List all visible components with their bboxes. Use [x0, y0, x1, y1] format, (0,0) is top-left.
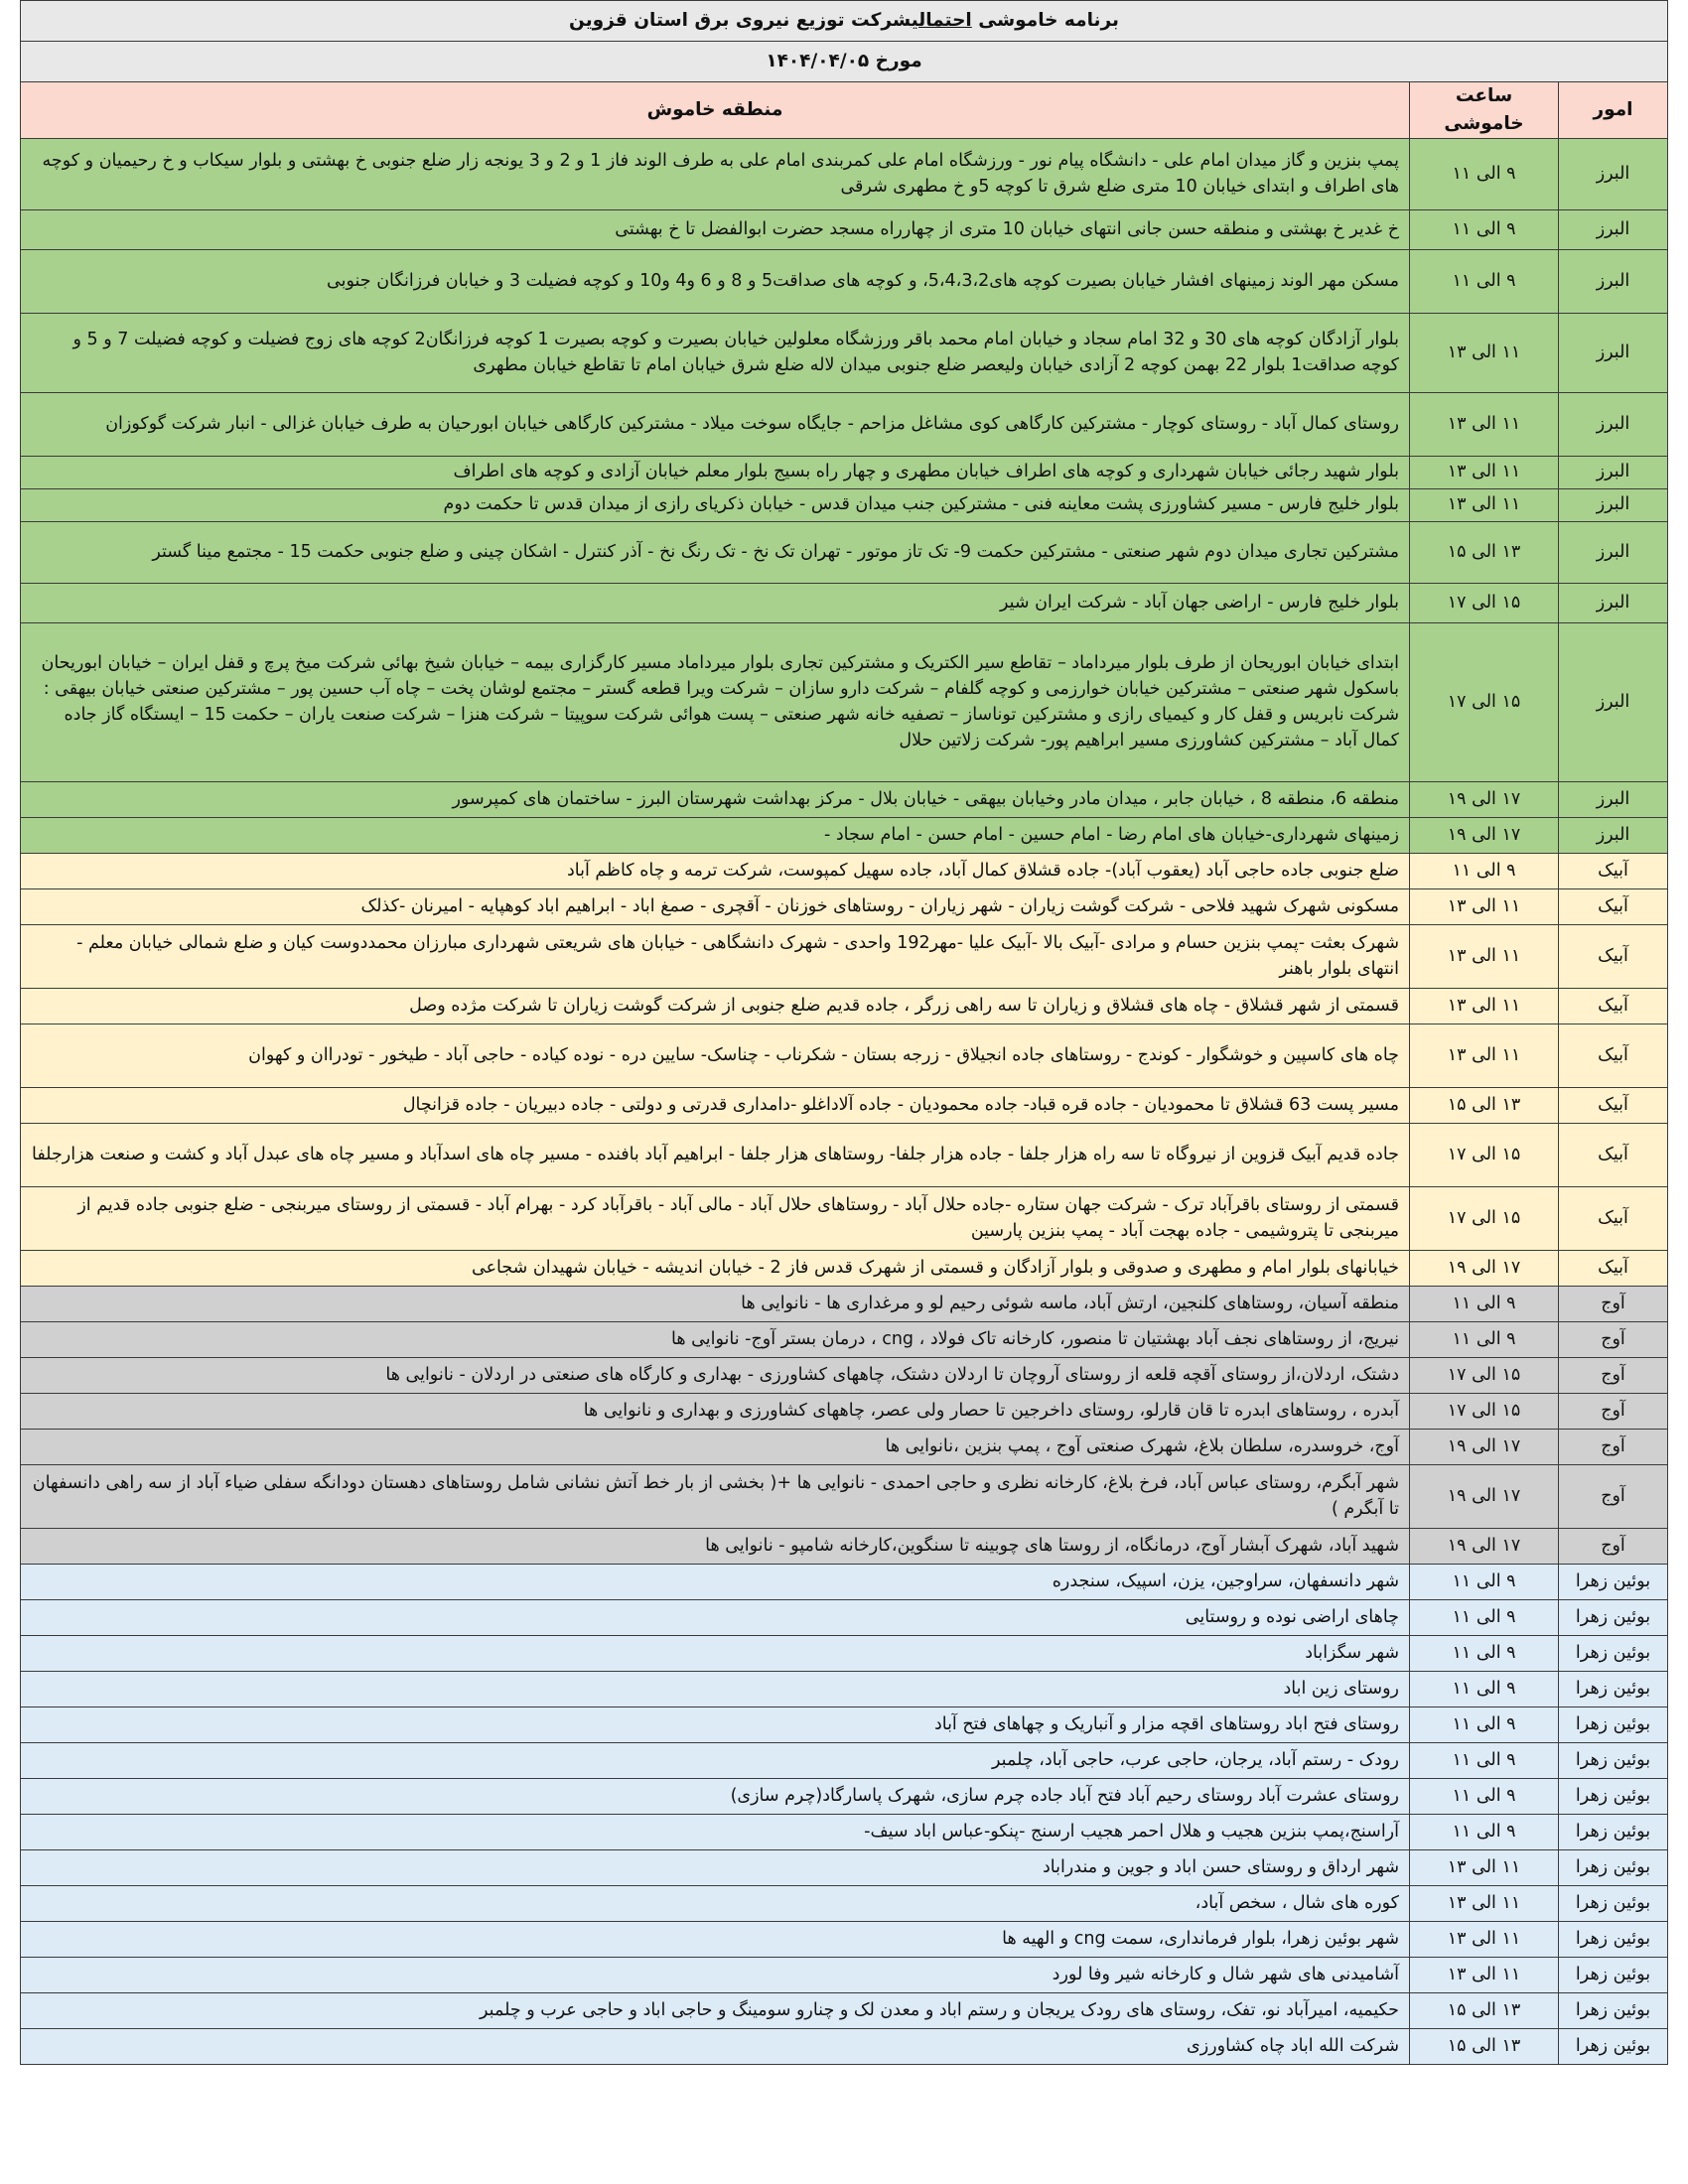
table-row: [21, 1742, 1668, 1778]
outage-area-cell: جاده قدیم آبیک قزوین از نیروگاه تا سه راه هزار جلفا - جاده هزار جلفا- روستاهای هزار جلفا - ابراهیم آباد بافنده - مسیر چاه های اسدآباد و مسیر چاه های عبدل آباد و کشت و صنعت هزارجلفا: [21, 1123, 1410, 1186]
region-cell: آوج: [1559, 1393, 1668, 1429]
outage-time-cell: ۱۱ الی ۱۳: [1410, 1885, 1559, 1921]
table-row: [21, 392, 1668, 456]
outage-time-cell: ۹ الی ۱۱: [1410, 249, 1559, 313]
outage-time-cell: ۱۱ الی ۱۳: [1410, 1024, 1559, 1087]
region-cell: البرز: [1559, 392, 1668, 456]
table-row: [21, 1087, 1668, 1123]
outage-time-cell: ۱۵ الی ۱۷: [1410, 1186, 1559, 1250]
table-row: [21, 313, 1668, 392]
outage-area-cell: مسکونی شهرک شهید فلاحی - شرکت گوشت زیاران - شهر زیاران - روستاهای خوزنان - آقچری - صمغ اباد - ابراهیم اباد کوهپایه - امیرنان -کذلک: [21, 888, 1410, 924]
outage-area-cell: شرکت الله اباد چاه کشاورزی: [21, 2028, 1410, 2064]
outage-area-cell: ضلع جنوبی جاده حاجی آباد (یعقوب آباد)- جاده قشلاق کمال آباد، جاده سهیل کمپوست، شرکت ترمه و چاه کاظم آباد: [21, 853, 1410, 888]
outage-time-cell: ۹ الی ۱۱: [1410, 209, 1559, 249]
outage-time-cell: ۱۱ الی ۱۳: [1410, 1957, 1559, 1992]
region-cell: بوئین زهرا: [1559, 1992, 1668, 2028]
region-cell: آوج: [1559, 1286, 1668, 1321]
table-row: [21, 1464, 1668, 1528]
outage-time-cell: ۹ الی ۱۱: [1410, 1706, 1559, 1742]
table-row: [21, 1814, 1668, 1849]
outage-area-cell: کوره های شال ، سخص آباد،: [21, 1885, 1410, 1921]
region-cell: آوج: [1559, 1357, 1668, 1393]
table-row: [21, 209, 1668, 249]
table-row: [21, 456, 1668, 488]
region-cell: بوئین زهرا: [1559, 1957, 1668, 1992]
table-row: [21, 1250, 1668, 1286]
region-cell: بوئین زهرا: [1559, 1635, 1668, 1671]
outage-time-cell: ۱۷ الی ۱۹: [1410, 781, 1559, 817]
region-cell: آبیک: [1559, 1250, 1668, 1286]
outage-area-cell: بلوار آزادگان کوچه های 30 و 32 امام سجاد و خیابان امام محمد باقر ورزشگاه معلولین خیابان بصیرت و کوچه بصیرت 1 کوچه فرزانگان2 کوچه های زوج فضیلت و کوچه فضیلت 7 و 5 و کوچه صداقت1 بلوار 22 بهمن کوچه 2 آزادی خیابان ولیعصر ضلع جنوبی میدان لاله ضلع شرق خیابان امام تا تقاطع خیابان مطهری: [21, 313, 1410, 392]
region-cell: بوئین زهرا: [1559, 1778, 1668, 1814]
outage-time-cell: ۱۷ الی ۱۹: [1410, 1464, 1559, 1528]
outage-area-cell: خیابانهای بلوار امام و مطهری و صدوقی و بلوار آزادگان و قسمتی از شهرک قدس فاز 2 - خیابان اندیشه - خیابان شهیدان شجاعی: [21, 1250, 1410, 1286]
outage-time-cell: ۱۱ الی ۱۳: [1410, 392, 1559, 456]
outage-area-cell: رودک - رستم آباد، یرجان، حاجی عرب، حاجی آباد، چلمبر: [21, 1742, 1410, 1778]
table-row: [21, 1671, 1668, 1706]
outage-time-cell: ۱۱ الی ۱۳: [1410, 456, 1559, 488]
region-cell: بوئین زهرا: [1559, 1599, 1668, 1635]
region-cell: بوئین زهرا: [1559, 1921, 1668, 1957]
outage-time-cell: ۱۱ الی ۱۳: [1410, 488, 1559, 521]
outage-area-cell: روستای فتح اباد روستاهای اقچه مزار و آنباریک و چهاهای فتح آباد: [21, 1706, 1410, 1742]
table-row: [21, 583, 1668, 622]
table-row: [21, 1564, 1668, 1599]
table-row: [21, 1123, 1668, 1186]
outage-time-cell: ۹ الی ۱۱: [1410, 1778, 1559, 1814]
outage-area-cell: دشتک، اردلان،از روستای آقچه قلعه از روستای آروچان تا اردلان دشتک، چاههای کشاورزی - بهداری و کارگاه های صنعتی در اردلان - نانوایی ها: [21, 1357, 1410, 1393]
table-row: [21, 1286, 1668, 1321]
outage-area-cell: مشترکین تجاری میدان دوم شهر صنعتی - مشترکین حکمت 9- تک تاز موتور - تهران تک نخ - تک رنگ نخ - آذر کنترل - اشکان چینی و ضلع جنوبی حکمت 15 - مجتمع مینا گستر: [21, 521, 1410, 583]
table-row: [21, 817, 1668, 853]
outage-area-cell: آوج، خروسدره، سلطان بلاغ، شهرک صنعتی آوج ، پمپ بنزین ،نانوایی ها: [21, 1429, 1410, 1464]
table-row: [21, 1635, 1668, 1671]
table-row: [21, 1393, 1668, 1429]
header-time: ساعت خاموشی: [1410, 82, 1559, 139]
region-cell: بوئین زهرا: [1559, 2028, 1668, 2064]
outage-area-cell: چاه های کاسپین و خوشگوار - کوندج - روستاهای جاده انجیلاق - زرجه بستان - شکرناب - چناسک- سایین دره - نوده کیاده - حاجی آباد - طیخور - تودراان و کهوان: [21, 1024, 1410, 1087]
table-row: [21, 1957, 1668, 1992]
table-row: [21, 888, 1668, 924]
table-row: [21, 249, 1668, 313]
page-title: [21, 1, 1668, 42]
outage-time-cell: ۱۱ الی ۱۳: [1410, 313, 1559, 392]
outage-time-cell: ۱۵ الی ۱۷: [1410, 1393, 1559, 1429]
outage-time-cell: ۱۱ الی ۱۳: [1410, 924, 1559, 988]
region-cell: بوئین زهرا: [1559, 1671, 1668, 1706]
table-row: [21, 1321, 1668, 1357]
outage-area-cell: مسکن مهر الوند زمینهای افشار خیابان بصیرت کوچه های5،4،3،2، و کوچه های صداقت5 و 8 و 6 و4 و10 و کوچه فضیلت 3 و خیابان فرزانگان جنوبی: [21, 249, 1410, 313]
outage-area-cell: روستای کمال آباد - روستای کوچار - مشترکین کارگاهی کوی مشاغل مزاحم - جایگاه سوخت میلاد - مشترکین کارگاهی خیابان ابورحیان به طرف خیابان غزالی - انبار شرکت گوکوزان: [21, 392, 1410, 456]
date-value: ۱۴۰۴/۰۴/۰۵: [766, 51, 870, 72]
outage-area-cell: بلوار شهید رجائی خیابان شهرداری و کوچه های اطراف خیابان مطهری و چهار راه بسیج بلوار معلم خیابان آزادی و کوچه های اطراف: [21, 456, 1410, 488]
region-cell: آبیک: [1559, 1024, 1668, 1087]
region-cell: آبیک: [1559, 988, 1668, 1024]
date-row: [21, 42, 1668, 82]
region-cell: البرز: [1559, 781, 1668, 817]
outage-area-cell: منطقه آسیان، روستاهای کلنجین، ارتش آباد، ماسه شوئی رحیم لو و مرغداری ها - نانوایی ها: [21, 1286, 1410, 1321]
outage-time-cell: ۱۳ الی ۱۵: [1410, 1992, 1559, 2028]
outage-area-cell: خ غدیر خ بهشتی و منطقه حسن جانی انتهای خیابان 10 متری از چهارراه مسجد حضرت ابوالفضل تا خ بهشتی: [21, 209, 1410, 249]
region-cell: آوج: [1559, 1429, 1668, 1464]
outage-time-cell: ۹ الی ۱۱: [1410, 1635, 1559, 1671]
outage-time-cell: ۹ الی ۱۱: [1410, 1742, 1559, 1778]
region-cell: البرز: [1559, 138, 1668, 209]
outage-area-cell: شهر بوئین زهرا، بلوار فرمانداری، سمت cng و الهیه ها: [21, 1921, 1410, 1957]
outage-time-cell: ۹ الی ۱۱: [1410, 853, 1559, 888]
table-row: [21, 781, 1668, 817]
outage-time-cell: ۱۳ الی ۱۵: [1410, 1087, 1559, 1123]
outage-schedule-page: [20, 0, 1668, 2065]
region-cell: آبیک: [1559, 1123, 1668, 1186]
outage-time-cell: ۹ الی ۱۱: [1410, 1671, 1559, 1706]
outage-area-cell: شهید آباد، شهرک آبشار آوج، درمانگاه، از روستا های چوبینه تا سنگوین،کارخانه شامپو - نانوایی ها: [21, 1528, 1410, 1564]
region-cell: بوئین زهرا: [1559, 1742, 1668, 1778]
outage-time-cell: ۱۷ الی ۱۹: [1410, 1528, 1559, 1564]
outage-time-cell: ۹ الی ۱۱: [1410, 1599, 1559, 1635]
table-row: [21, 1921, 1668, 1957]
outage-area-cell: آشامیدنی های شهر شال و کارخانه شیر وفا لورد: [21, 1957, 1410, 1992]
outage-time-cell: ۱۷ الی ۱۹: [1410, 1429, 1559, 1464]
outage-time-cell: ۹ الی ۱۱: [1410, 1321, 1559, 1357]
region-cell: البرز: [1559, 249, 1668, 313]
table-row: [21, 853, 1668, 888]
outage-time-cell: ۱۵ الی ۱۷: [1410, 583, 1559, 622]
table-row: [21, 1885, 1668, 1921]
outage-time-cell: ۱۷ الی ۱۹: [1410, 817, 1559, 853]
table-row: [21, 1706, 1668, 1742]
table-row: [21, 1024, 1668, 1087]
title-prefix: برنامه خاموشی: [978, 10, 1119, 32]
region-cell: بوئین زهرا: [1559, 1849, 1668, 1885]
region-cell: بوئین زهرا: [1559, 1706, 1668, 1742]
table-row: [21, 1186, 1668, 1250]
outage-area-cell: شهر سگزاباد: [21, 1635, 1410, 1671]
title-emphasis: احتمالی: [911, 10, 972, 32]
outage-time-cell: ۹ الی ۱۱: [1410, 1286, 1559, 1321]
table-row: [21, 1357, 1668, 1393]
region-cell: آبیک: [1559, 1087, 1668, 1123]
table-row: [21, 521, 1668, 583]
outage-area-cell: قسمتی از روستای باقرآباد ترک - شرکت جهان ستاره -جاده حلال آباد - روستاهای حلال آباد - مالی آباد - باقرآباد کرد - بهرام آباد - قسمتی از روستای میربنجی - ضلع جنوبی جاده قدیم از میربنجی تا پتروشیمی - جاده بهجت آباد - پمپ بنزین پارسین: [21, 1186, 1410, 1250]
outage-area-cell: زمینهای شهرداری-خیابان های امام رضا - امام حسین - امام حسن - امام سجاد -: [21, 817, 1410, 853]
outage-time-cell: ۹ الی ۱۱: [1410, 1814, 1559, 1849]
outage-time-cell: ۱۱ الی ۱۳: [1410, 1921, 1559, 1957]
table-row: [21, 138, 1668, 209]
outage-area-cell: مسیر پست 63 قشلاق تا محمودیان - جاده قره قباد- جاده محمودیان - جاده آلاداغلو -دامداری قدرتی و دولتی - جاده دبیریان - جاده قزانچال: [21, 1087, 1410, 1123]
region-cell: بوئین زهرا: [1559, 1814, 1668, 1849]
outage-time-cell: ۱۱ الی ۱۳: [1410, 1849, 1559, 1885]
region-cell: البرز: [1559, 521, 1668, 583]
outage-time-cell: ۱۳ الی ۱۵: [1410, 521, 1559, 583]
outage-time-cell: ۱۱ الی ۱۳: [1410, 888, 1559, 924]
outage-area-cell: نیریج، از روستاهای نجف آباد بهشتیان تا منصور، کارخانه تاک فولاد ، cng ، درمان بستر آوج- نانوایی ها: [21, 1321, 1410, 1357]
table-row: [21, 1778, 1668, 1814]
region-cell: آبیک: [1559, 888, 1668, 924]
table-row: [21, 1992, 1668, 2028]
header-area: منطقه خاموش: [21, 82, 1410, 139]
outage-time-cell: ۱۵ الی ۱۷: [1410, 622, 1559, 781]
outage-time-cell: ۹ الی ۱۱: [1410, 138, 1559, 209]
table-row: [21, 924, 1668, 988]
outage-time-cell: ۱۱ الی ۱۳: [1410, 988, 1559, 1024]
outage-area-cell: چاهای اراضی نوده و روستایی: [21, 1599, 1410, 1635]
outage-area-cell: قسمتی از شهر قشلاق - چاه های قشلاق و زیاران تا سه راهی زرگر ، جاده قدیم ضلع جنوبی از شرکت گوشت زیاران تا شرکت مژده وصل: [21, 988, 1410, 1024]
region-cell: آبیک: [1559, 924, 1668, 988]
outage-area-cell: بلوار خلیج فارس - مسیر کشاورزی پشت معاینه فنی - مشترکین جنب میدان قدس - خیابان ذکریای رازی از میدان قدس تا حکمت دوم: [21, 488, 1410, 521]
region-cell: البرز: [1559, 456, 1668, 488]
region-cell: البرز: [1559, 488, 1668, 521]
table-row: [21, 622, 1668, 781]
region-cell: البرز: [1559, 313, 1668, 392]
outage-area-cell: شهر ارداق و روستای حسن اباد و جوین و مندراباد: [21, 1849, 1410, 1885]
outage-area-cell: روستای زین اباد: [21, 1671, 1410, 1706]
outage-time-cell: ۱۳ الی ۱۵: [1410, 2028, 1559, 2064]
region-cell: آوج: [1559, 1528, 1668, 1564]
table-row: [21, 1528, 1668, 1564]
region-cell: آبیک: [1559, 1186, 1668, 1250]
outage-area-cell: بلوار خلیج فارس - اراضی جهان آباد - شرکت ایران شیر: [21, 583, 1410, 622]
table-header: [21, 82, 1668, 139]
date-label: مورخ: [875, 51, 922, 72]
outage-area-cell: شهر آبگرم، روستای عباس آباد، فرخ بلاغ، کارخانه نظری و حاجی احمدی - نانوایی ها +( بخشی از بار خط آتش نشانی شامل روستاهای دهستان دودانگه سفلی ضیاء آباد از سه راهی دانسفهان تا آبگرم ): [21, 1464, 1410, 1528]
table-row: [21, 1849, 1668, 1885]
outage-area-cell: ابتدای خیابان ابوریحان از طرف بلوار میرداماد – تقاطع سیر الکتریک و مشترکین تجاری بلوار میرداماد مسیر کارگزاری بیمه – خیابان شیخ بهائی شرکت میخ پرچ و قفل ایران – خیابان ابوریحان باسکول شهر صنعتی – مشترکین خیابان خوارزمی و کوچه گلفام – شرکت دارو سازان – شرکت ویرا قطعه گستر – مجتمع لوشان پخت – چاه آب حسین پور – مشترکین صنعتی خیابان بیهقی : شرکت نابریس و قفل کار و کیمیای رازی و مشترکین توناساز – تصفیه خانه شهر صنعتی – پست هوائی شرکت سوپیتا – شرکت هنزا – شرکت صنعت یاران – حکمت 15 – ایستگاه گاز جاده کمال آباد – مشترکین کشاورزی مسیر ابراهیم پور- شرکت زلاتین حلال: [21, 622, 1410, 781]
outage-area-cell: منطقه 6، منطقه 8 ، خیابان جابر ، میدان مادر وخیابان بیهقی - خیابان بلال - مرکز بهداشت شهرستان البرز - ساختمان های کمپرسور: [21, 781, 1410, 817]
outage-area-cell: آبدره ، روستاهای ابدره تا قان قارلو، روستای داخرجین تا حصار ولی عصر، چاههای کشاورزی و بهداری و نانوایی ها: [21, 1393, 1410, 1429]
region-cell: بوئین زهرا: [1559, 1885, 1668, 1921]
outage-area-cell: آراسنج،پمپ بنزین هجیب و هلال احمر هجیب ارسنج -پنکو-عباس اباد سیف-: [21, 1814, 1410, 1849]
outage-time-cell: ۹ الی ۱۱: [1410, 1564, 1559, 1599]
header-omur: امور: [1559, 82, 1668, 139]
outage-area-cell: روستای عشرت آباد روستای رحیم آباد فتح آباد جاده چرم سازی، شهرک پاسارگاد(چرم سازی): [21, 1778, 1410, 1814]
outage-time-cell: ۱۷ الی ۱۹: [1410, 1250, 1559, 1286]
region-cell: البرز: [1559, 622, 1668, 781]
title-row: [21, 1, 1668, 42]
outage-time-cell: ۱۵ الی ۱۷: [1410, 1357, 1559, 1393]
region-cell: آوج: [1559, 1321, 1668, 1357]
region-cell: آبیک: [1559, 853, 1668, 888]
title-suffix: شرکت توزیع نیروی برق استان قزوین: [569, 10, 912, 32]
table-row: [21, 988, 1668, 1024]
outage-time-cell: ۱۵ الی ۱۷: [1410, 1123, 1559, 1186]
table-row: [21, 1429, 1668, 1464]
region-cell: البرز: [1559, 209, 1668, 249]
outage-area-cell: حکیمیه، امیرآباد نو، تفک، روستای های رودک یریجان و رستم اباد و معدن لک و چنارو سومینگ و حاجی اباد و حاجی عرب و چلمبر: [21, 1992, 1410, 2028]
table-row: [21, 1599, 1668, 1635]
table-row: [21, 488, 1668, 521]
outage-area-cell: شهرک بعثت -پمپ بنزین حسام و مرادی -آبیک بالا -آبیک علیا -مهر192 واحدی - شهرک دانشگاهی - خیابان های شریعتی شهرداری مبارزان محمددوست کیان و ضلع شمالی خیابان معلم - انتهای بلوار باهنر: [21, 924, 1410, 988]
region-cell: البرز: [1559, 583, 1668, 622]
schedule-date: [21, 42, 1668, 82]
region-cell: آوج: [1559, 1464, 1668, 1528]
region-cell: بوئین زهرا: [1559, 1564, 1668, 1599]
outage-area-cell: پمپ بنزین و گاز میدان امام علی - دانشگاه پیام نور - ورزشگاه امام علی کمربندی امام علی به طرف الوند فاز 1 و 2 و 3 یونجه زار ضلع جنوبی خ بهشتی و بلوار سیکاب و خ رحیمیان و کوچه های اطراف و ابتدای خیابان 10 متری ضلع شرق تا کوچه 5و خ مطهری شرقی: [21, 138, 1410, 209]
outage-area-cell: شهر دانسفهان، سراوجین، یزن، اسپیک، سنجدره: [21, 1564, 1410, 1599]
region-cell: البرز: [1559, 817, 1668, 853]
outage-schedule-table: [20, 0, 1668, 2065]
table-row: [21, 2028, 1668, 2064]
